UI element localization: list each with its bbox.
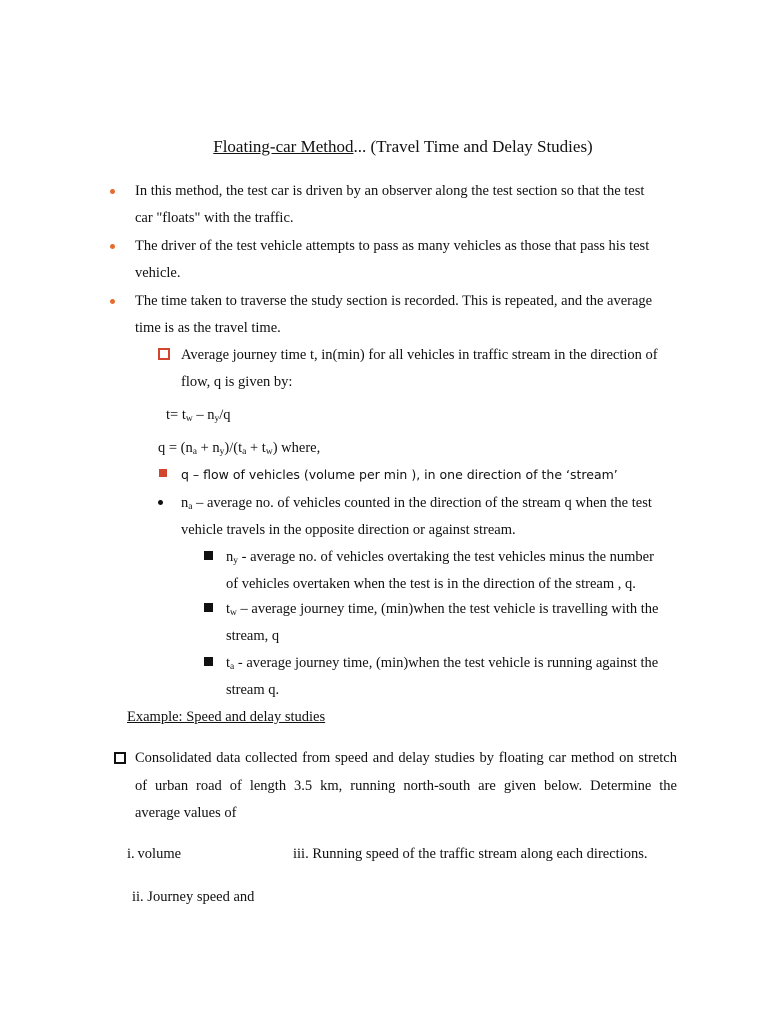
example-paragraph: Consolidated data collected from speed and delay studies by floating car method on stretch of urban road of length 3.5 km, running north-south are given below. Determine the average values of [135,750,677,821]
square-bullet-icon [204,551,214,561]
def-tw: $t_w$ – average journey time, (min)when the test vehicle is travelling with the stream, q [226,601,659,644]
title-underlined: Floating-car Method [213,137,354,156]
sub-bullet-line1: Average journey time t, in(min) for all vehicles in traffic stream in the direction of [181,347,658,363]
def-na: $n_a$ – average no. of vehicles counted in the direction of the stream q when the test vehicle travels in the opposite direction or against stream. [181,495,652,538]
formula-travel-time: $t= t_w - n_y/q$ [166,407,231,424]
def-ny: $n_y$ - average no. of vehicles overtaking the test vehicles minus the number of vehicles overtaken when the test is in the direction of the stream , q. [226,549,654,592]
bullet-2 [135,233,680,287]
hollow-square-icon [158,348,170,360]
bullet-3-line2: time is as the travel time. [135,320,281,336]
bullet-1 [135,178,680,232]
formula-flow: $q = (n_a + n_y)/(t_a + t_w)$ where, [158,440,321,457]
def-ta: $t_a$ - average journey time, (min)when the test vehicle is running against the stream q. [226,655,659,698]
bullet-icon [158,500,164,506]
sub-bullet-line2: flow, q is given by: [181,374,293,390]
bullet-icon [108,242,118,252]
title-rest: ... (Travel Time and Delay Studies) [353,137,593,156]
bullet-2-line1: The driver of the test vehicle attempts to pass as many vehicles as those that pass his test [135,238,650,254]
square-bullet-icon [204,657,214,667]
square-bullet-icon [204,603,214,613]
item-ii: ii. Journey speed and [132,889,255,905]
bullet-3-line1: The time taken to traverse the study section is recorded. This is repeated, and the average [135,293,653,309]
solid-square-icon [159,469,169,479]
item-i: i. volume [127,846,182,862]
bullet-3 [135,288,680,342]
def-q: q – flow of vehicles (volume per min ), in one direction of the ‘stream’ [181,467,618,482]
item-iii: iii. Running speed of the traffic stream along each directions. [293,846,648,862]
example-heading: Example: Speed and delay studies [127,709,326,725]
bullet-2-line2: vehicle. [135,265,181,281]
outlined-square-icon [114,752,126,764]
bullet-1-line1: In this method, the test car is driven by an observer along the test section so that the test [135,183,645,199]
bullet-icon [108,187,118,197]
bullet-1-line2: car "floats" with the traffic. [135,210,294,226]
bullet-icon [108,297,118,307]
sub-bullet [181,342,681,396]
page-title [0,134,768,160]
